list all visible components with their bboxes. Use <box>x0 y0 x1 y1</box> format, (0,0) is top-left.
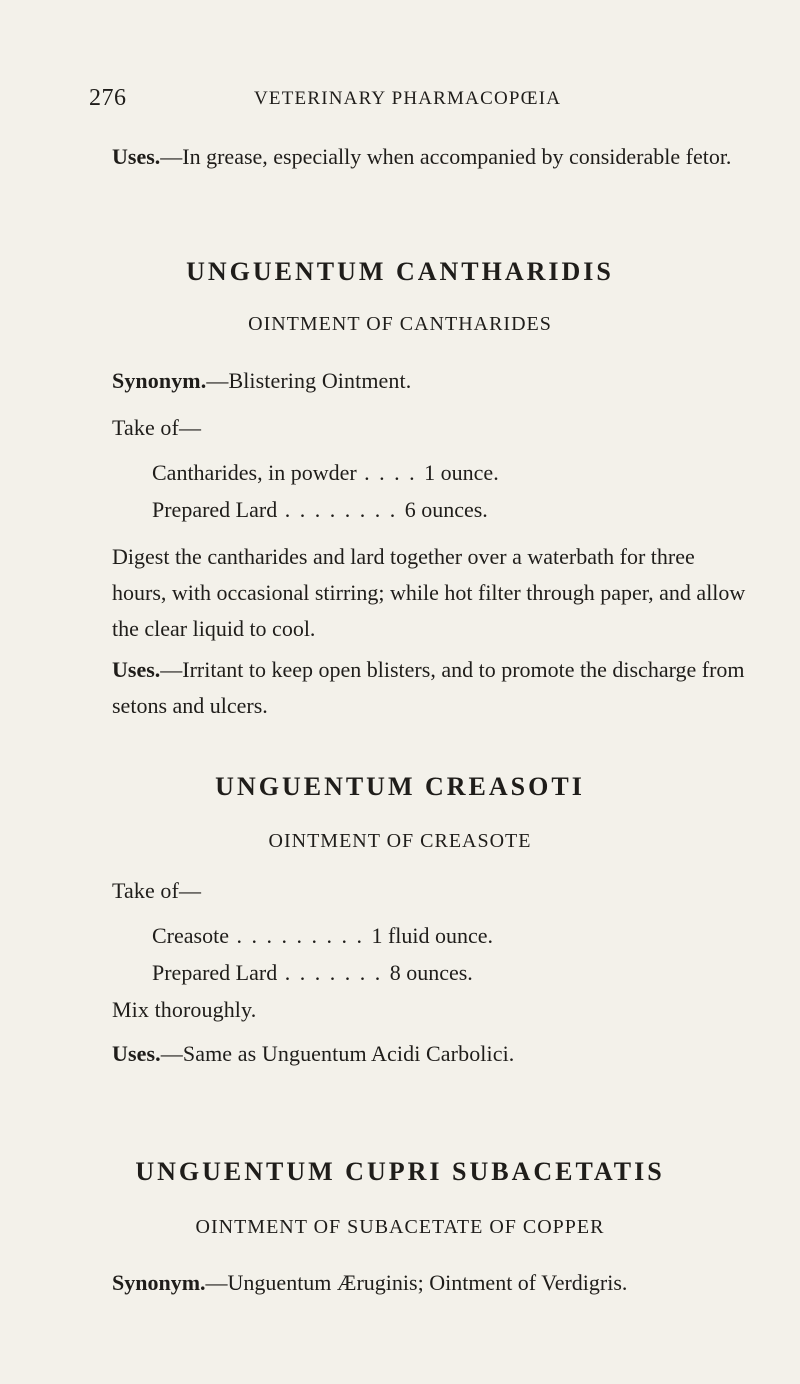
running-title: VETERINARY PHARMACOPŒIA <box>254 88 562 109</box>
uses-text: —Same as Unguentum Acidi Carbolici. <box>160 1041 515 1066</box>
synonym-text: —Blistering Ointment. <box>206 368 412 393</box>
dot-leader: . . . . <box>356 460 425 485</box>
section-title-latin: UNGUENTUM CREASOTI <box>215 772 585 801</box>
ingredient-line <box>152 918 712 954</box>
synonym-label: Synonym. <box>112 1270 206 1295</box>
section-title-latin: UNGUENTUM CANTHARIDIS <box>186 257 614 286</box>
section-title-english: OINTMENT OF CREASOTE <box>268 830 532 852</box>
synonym-paragraph <box>112 1265 752 1301</box>
uses-text: —Irritant to keep open blisters, and to promote the discharge from setons and ulcers. <box>112 657 745 718</box>
dot-leader: . . . . . . . . . <box>228 923 372 948</box>
ingredient-name: Cantharides, in powder <box>152 460 357 485</box>
ingredient-name: Prepared Lard <box>152 960 278 985</box>
uses-text: —In grease, especially when accompanied by considerable fetor. <box>160 144 732 169</box>
uses-line <box>112 1036 514 1072</box>
ingredient-amount: 1 fluid ounce. <box>371 923 494 948</box>
take-of-label: Take of— <box>112 415 202 440</box>
ingredient-amount: 1 ounce. <box>424 460 499 485</box>
dot-leader: . . . . . . . <box>277 960 390 985</box>
uses-label: Uses. <box>112 657 161 682</box>
ingredient-name: Creasote <box>152 923 229 948</box>
uses-label: Uses. <box>112 144 161 169</box>
uses-paragraph <box>112 652 752 724</box>
ingredient-line <box>152 955 712 991</box>
uses-label: Uses. <box>112 1041 161 1066</box>
section-title-latin: UNGUENTUM CUPRI SUBACETATIS <box>135 1157 665 1186</box>
ingredient-line <box>152 492 712 528</box>
synonym-text: —Unguentum Æruginis; Ointment of Verdigris. <box>205 1270 628 1295</box>
dot-leader: . . . . . . . . <box>277 497 405 522</box>
directions-paragraph: Digest the cantharides and lard together over a waterbath for three hours, with occasional stirring; while hot filter through paper, and allow the clear liquid to cool. <box>112 544 746 641</box>
synonym-line <box>112 363 411 399</box>
section-title-english: OINTMENT OF SUBACETATE OF COPPER <box>195 1216 605 1238</box>
page-header <box>89 85 729 119</box>
directions-line: Mix thoroughly. <box>112 997 257 1022</box>
section-title-english: OINTMENT OF CANTHARIDES <box>248 313 552 335</box>
synonym-label: Synonym. <box>112 368 207 393</box>
take-of-label: Take of— <box>112 878 202 903</box>
page-number: 276 <box>89 85 127 111</box>
ingredient-amount: 6 ounces. <box>404 497 488 522</box>
ingredient-name: Prepared Lard <box>152 497 278 522</box>
ingredient-amount: 8 ounces. <box>389 960 473 985</box>
intro-uses <box>112 139 752 175</box>
ingredient-line <box>152 455 712 491</box>
